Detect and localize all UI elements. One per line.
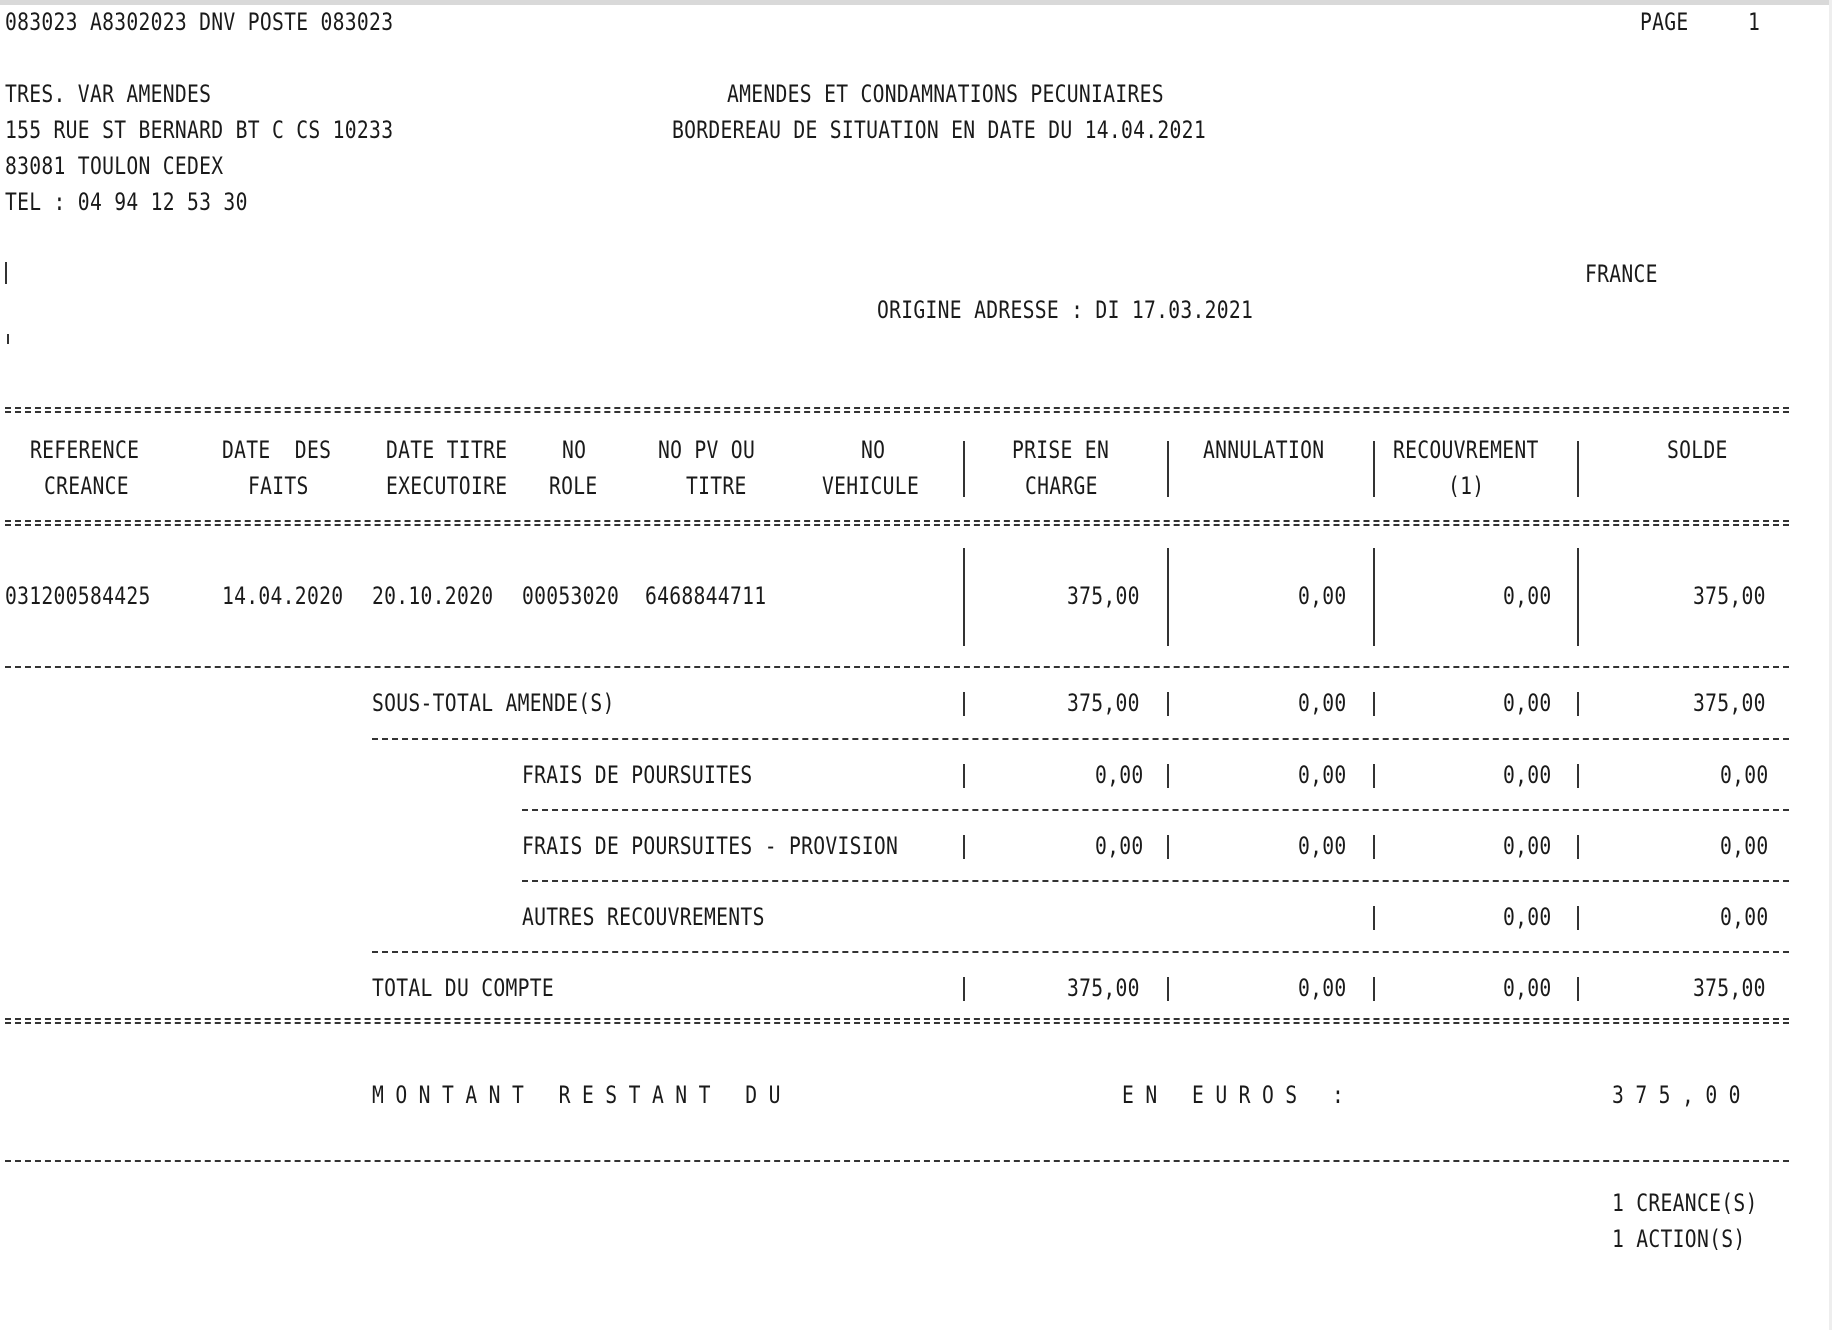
- column-separator: [1373, 692, 1375, 716]
- row-reference: 031200584425: [5, 582, 151, 610]
- column-separator: [1373, 764, 1375, 788]
- amount-due-value: 375,00: [1612, 1081, 1752, 1109]
- fees-label: FRAIS DE POURSUITES: [522, 761, 753, 789]
- col-role-1: NO: [562, 436, 587, 464]
- row-role: 00053020: [522, 582, 620, 610]
- fees-annulation: 0,00: [1298, 761, 1347, 789]
- column-separator: [963, 835, 965, 859]
- document-subtitle: BORDEREAU DE SITUATION EN DATE DU 14.04.2021: [672, 116, 1206, 144]
- subtotal-prise-charge: 375,00: [1067, 689, 1140, 717]
- column-separator: [1577, 835, 1579, 859]
- col-date-titre-1: DATE TITRE: [386, 436, 508, 464]
- single-rule: [372, 738, 1789, 740]
- subtotal-recouvrement: 0,00: [1503, 689, 1552, 717]
- total-prise-charge: 375,00: [1067, 974, 1140, 1002]
- fees-prise-charge: 0,00: [1095, 761, 1144, 789]
- column-separator: [1577, 906, 1579, 930]
- column-separator: [1577, 548, 1579, 646]
- column-separator: [1167, 764, 1169, 788]
- row-prise-charge: 375,00: [1067, 582, 1140, 610]
- amount-due-currency: EN EUROS :: [1122, 1081, 1356, 1109]
- row-date-faits: 14.04.2020: [222, 582, 344, 610]
- col-prise-charge-2: CHARGE: [1025, 472, 1098, 500]
- col-date-faits-1: DATE DES: [222, 436, 332, 464]
- other-recovery-recouvrement: 0,00: [1503, 903, 1552, 931]
- row-date-titre: 20.10.2020: [372, 582, 494, 610]
- column-separator: [1373, 977, 1375, 1001]
- column-separator: [1577, 977, 1579, 1001]
- page-label: PAGE: [1640, 8, 1689, 36]
- sender-name: TRES. VAR AMENDES: [5, 80, 212, 108]
- col-prise-charge-1: PRISE EN: [1012, 436, 1110, 464]
- column-separator: [1167, 692, 1169, 716]
- col-recouvrement-1: RECOUVREMENT: [1393, 436, 1539, 464]
- row-solde: 375,00: [1693, 582, 1766, 610]
- col-reference-2: CREANCE: [44, 472, 129, 500]
- column-separator: [1373, 906, 1375, 930]
- redacted-address-mark: [5, 262, 7, 284]
- single-rule: [522, 880, 1789, 882]
- col-role-2: ROLE: [549, 472, 598, 500]
- origin-address: ORIGINE ADRESSE : DI 17.03.2021: [877, 296, 1254, 324]
- provision-solde: 0,00: [1720, 832, 1769, 860]
- column-separator: [1167, 977, 1169, 1001]
- row-recouvrement: 0,00: [1503, 582, 1552, 610]
- total-annulation: 0,00: [1298, 974, 1347, 1002]
- col-annulation-1: ANNULATION: [1203, 436, 1325, 464]
- col-solde-1: SOLDE: [1667, 436, 1728, 464]
- column-separator: [1167, 441, 1169, 497]
- column-separator: [1577, 441, 1579, 497]
- single-rule: [522, 809, 1789, 811]
- single-rule: [5, 666, 1789, 668]
- column-separator: [963, 692, 965, 716]
- fees-recouvrement: 0,00: [1503, 761, 1552, 789]
- double-rule: [5, 1018, 1789, 1024]
- subtotal-label: SOUS-TOTAL AMENDE(S): [372, 689, 615, 717]
- row-annulation: 0,00: [1298, 582, 1347, 610]
- col-vehicule-1: NO: [861, 436, 886, 464]
- column-separator: [1373, 441, 1375, 497]
- column-separator: [1373, 548, 1375, 646]
- column-separator: [963, 548, 965, 646]
- provision-annulation: 0,00: [1298, 832, 1347, 860]
- column-separator: [963, 764, 965, 788]
- column-separator: [1167, 835, 1169, 859]
- column-separator: [1577, 764, 1579, 788]
- total-solde: 375,00: [1693, 974, 1766, 1002]
- column-separator: [1577, 692, 1579, 716]
- col-reference-1: REFERENCE: [30, 436, 140, 464]
- column-separator: [1167, 548, 1169, 646]
- row-pv: 6468844711: [645, 582, 767, 610]
- col-date-faits-2: FAITS: [248, 472, 309, 500]
- other-recovery-solde: 0,00: [1720, 903, 1769, 931]
- single-rule: [5, 1160, 1789, 1162]
- column-separator: [1373, 835, 1375, 859]
- double-rule: [5, 520, 1789, 526]
- recipient-country: FRANCE: [1585, 260, 1658, 288]
- creances-count: 1 CREANCE(S): [1612, 1189, 1758, 1217]
- provision-prise-charge: 0,00: [1095, 832, 1144, 860]
- total-recouvrement: 0,00: [1503, 974, 1552, 1002]
- provision-label: FRAIS DE POURSUITES - PROVISION: [522, 832, 899, 860]
- redacted-address-mark: [7, 334, 9, 344]
- fees-solde: 0,00: [1720, 761, 1769, 789]
- col-pv-2: TITRE: [686, 472, 747, 500]
- document-title: AMENDES ET CONDAMNATIONS PECUNIAIRES: [727, 80, 1164, 108]
- column-separator: [963, 441, 965, 497]
- column-separator: [963, 977, 965, 1001]
- col-vehicule-2: VEHICULE: [822, 472, 920, 500]
- provision-recouvrement: 0,00: [1503, 832, 1552, 860]
- sender-city: 83081 TOULON CEDEX: [5, 152, 224, 180]
- total-label: TOTAL DU COMPTE: [372, 974, 555, 1002]
- actions-count: 1 ACTION(S): [1612, 1225, 1746, 1253]
- job-line: 083023 A8302023 DNV POSTE 083023: [5, 8, 394, 36]
- sender-street: 155 RUE ST BERNARD BT C CS 10233: [5, 116, 394, 144]
- other-recovery-label: AUTRES RECOUVREMENTS: [522, 903, 765, 931]
- subtotal-solde: 375,00: [1693, 689, 1766, 717]
- col-recouvrement-2: (1): [1448, 472, 1485, 500]
- page-number: 1: [1748, 8, 1761, 36]
- sender-phone: TEL : 04 94 12 53 30: [5, 188, 248, 216]
- double-rule: [5, 407, 1789, 413]
- col-pv-1: NO PV OU: [658, 436, 756, 464]
- single-rule: [372, 951, 1789, 953]
- subtotal-annulation: 0,00: [1298, 689, 1347, 717]
- amount-due-label: MONTANT RESTANT DU: [372, 1081, 792, 1109]
- col-date-titre-2: EXECUTOIRE: [386, 472, 508, 500]
